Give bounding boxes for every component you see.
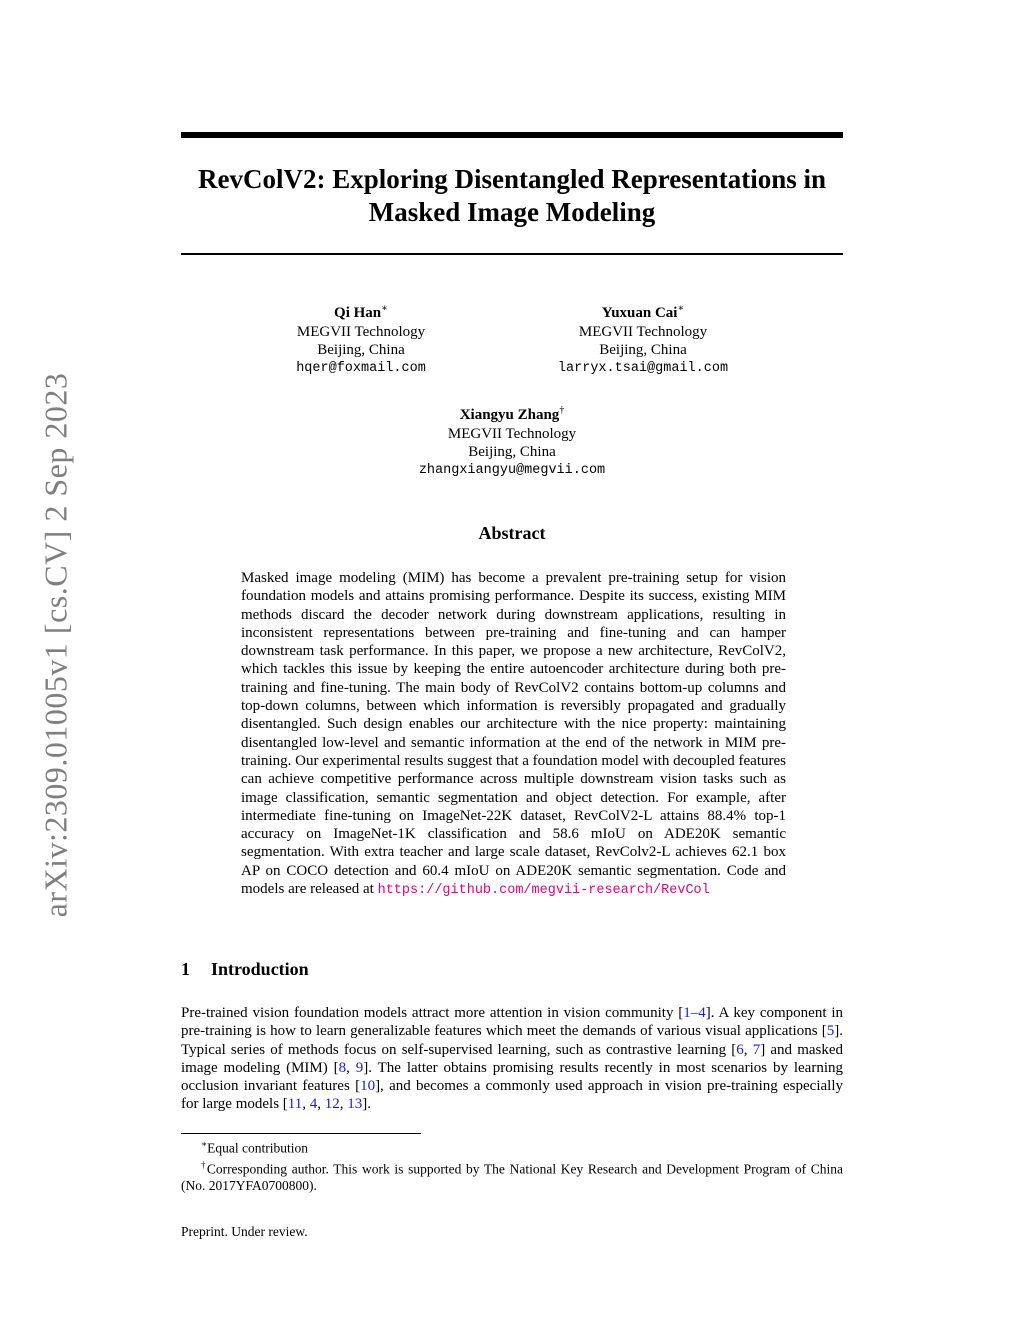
- citation-link[interactable]: 5: [826, 1023, 835, 1040]
- intro-text: ]. The latter obtains promising results recently in most scenarios by learning occlusion invariant features [: [181, 1059, 844, 1095]
- section-title: Introduction: [211, 959, 309, 979]
- intro-text: ] and masked image modeling (MIM) [: [181, 1041, 844, 1076]
- citation-link[interactable]: 4: [309, 1096, 318, 1113]
- author-name: Xiangyu Zhang: [459, 407, 560, 423]
- paper-title: RevColV2: Exploring Disentangled Representations in Masked Image Modeling: [197, 164, 827, 227]
- title-rule-top: [181, 132, 843, 138]
- author-email[interactable]: hqer@foxmail.com: [296, 360, 426, 376]
- title-rule-bottom: [181, 253, 843, 255]
- code-link[interactable]: https://github.com/megvii-research/RevCol: [377, 883, 710, 899]
- preprint-footer: Preprint. Under review.: [181, 1224, 308, 1239]
- abstract-text: [241, 569, 786, 900]
- author-block-yuxuan-cai: [513, 300, 773, 378]
- intro-text: Pre-trained vision foundation models attract more attention in vision community [: [181, 1005, 684, 1021]
- author-mark: ∗: [677, 303, 685, 314]
- author-block-xiangyu-zhang: [382, 402, 642, 480]
- intro-text: ]. A key component in pre-training is how to learn generalizable features which meet the demands of various visual applications [: [181, 1005, 843, 1040]
- citation-link[interactable]: 10: [360, 1078, 376, 1095]
- citation-link[interactable]: 6: [736, 1041, 744, 1058]
- author-location: Beijing, China: [599, 342, 687, 358]
- author-affiliation: MEGVII Technology: [578, 323, 708, 340]
- section-number: 1: [181, 959, 190, 979]
- footnote-mark: ∗: [201, 1139, 208, 1149]
- footnotes: [181, 1136, 843, 1194]
- intro-text: ,: [346, 1059, 356, 1076]
- author-name: Qi Han: [334, 305, 382, 321]
- citation-link[interactable]: 9: [355, 1059, 364, 1076]
- citation-link[interactable]: 11: [287, 1096, 303, 1113]
- section-heading: [181, 959, 309, 980]
- intro-text: ,: [302, 1096, 310, 1113]
- intro-text: ].: [362, 1096, 371, 1113]
- author-affiliation: MEGVII Technology: [296, 323, 426, 340]
- author-mark: †: [559, 405, 565, 416]
- arxiv-stamp: arXiv:2309.01005v1 [cs.CV] 2 Sep 2023: [37, 372, 74, 918]
- citation-link[interactable]: 7: [752, 1041, 761, 1058]
- author-location: Beijing, China: [468, 444, 556, 460]
- citation-link[interactable]: 13: [347, 1096, 363, 1113]
- footnote-text: Equal contribution: [207, 1140, 308, 1156]
- author-mark: ∗: [381, 303, 388, 314]
- author-email[interactable]: zhangxiangyu@megvii.com: [418, 462, 606, 478]
- author-email[interactable]: larryx.tsai@gmail.com: [557, 360, 729, 376]
- footnote-mark: †: [201, 1159, 207, 1170]
- author-affiliation: MEGVII Technology: [447, 425, 577, 442]
- intro-paragraph: [181, 1004, 843, 1114]
- author-location: Beijing, China: [317, 342, 405, 358]
- abstract-body-text: Masked image modeling (MIM) has become a prevalent pre-training setup for vision foundation models and attains promising performance. Despite its success, existing MIM methods discard the decoder network during downstream applications, resulting in inconsistent representations between pre-training and fine-tuning and can hamper downstream task performance. In this paper, we propose a new architecture, RevColV2, which tackles this issue by keeping the entire autoencoder architecture during both pre-training and fine-tuning. The main body of RevColV2 contains bottom-up columns and top-down columns, between which information is reversibly propagated and gradually disentangled. Such design enables our architecture with the nice property: maintaining disentangled low-level and semantic information at the end of the network in MIM pre-training. Our experimental results suggest that a foundation model with decoupled features can achieve competitive performance across multiple downstream vision tasks such as image classification, semantic segmentation and object detection. For example, after intermediate fine-tuning on ImageNet-22K dataset, RevColV2-L attains 88.4% top-1 accuracy on ImageNet-1K classification and 58.6 mIoU on ADE20K semantic segmentation. With extra teacher and large scale dataset, RevColv2-L achieves 62.1 box AP on COCO detection and 60.4 mIoU on ADE20K semantic segmentation. Code and models are released at: [241, 570, 786, 898]
- abstract-heading: Abstract: [478, 523, 546, 543]
- citation-link[interactable]: 1–4: [683, 1005, 706, 1021]
- footnote-equal-contribution: [181, 1136, 843, 1157]
- intro-text: ], and becomes a commonly used approach in vision pre-training especially for large models [: [181, 1078, 843, 1113]
- intro-text: ,: [339, 1096, 348, 1113]
- footnote-rule: [181, 1133, 421, 1134]
- author-name: Yuxuan Cai: [601, 305, 678, 321]
- citation-link[interactable]: 8: [338, 1059, 347, 1076]
- footnote-corresponding: [181, 1157, 843, 1195]
- intro-text: ,: [743, 1041, 753, 1058]
- author-block-qi-han: [231, 300, 491, 378]
- footnote-text: Corresponding author. This work is supported by The National Key Research and Development Program of China (No. 2017YFA0700800).: [181, 1161, 843, 1193]
- intro-text: ]. Typical series of methods focus on self-supervised learning, such as contrastive learning [: [181, 1023, 843, 1058]
- intro-text: ,: [317, 1096, 325, 1113]
- citation-link[interactable]: 12: [324, 1096, 340, 1113]
